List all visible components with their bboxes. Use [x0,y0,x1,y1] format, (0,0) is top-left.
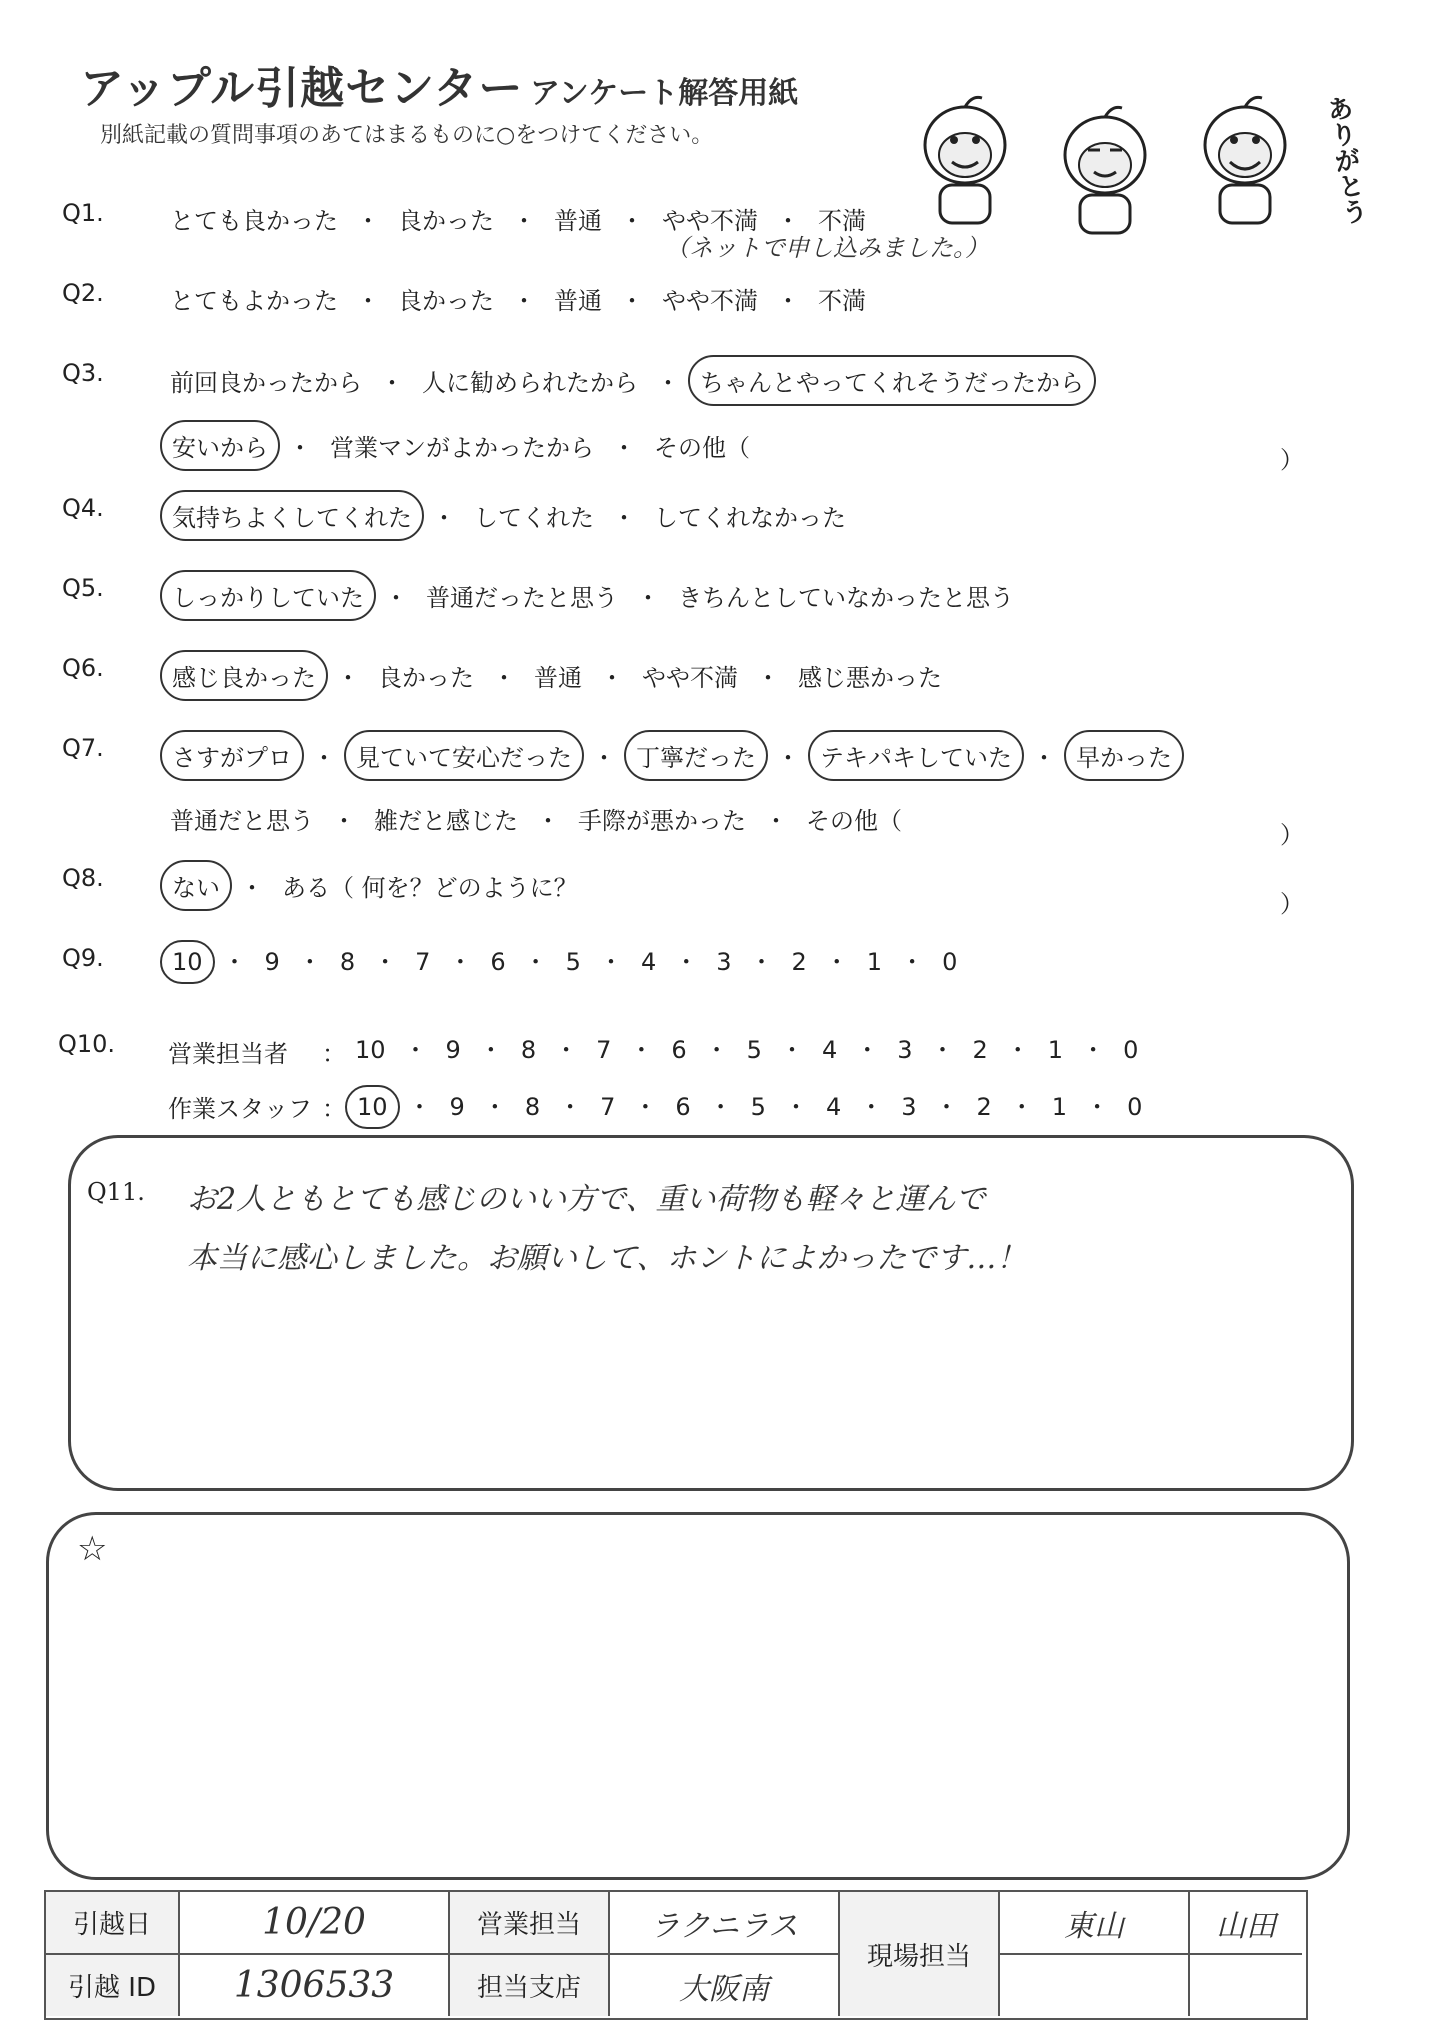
separator: ・ [776,287,800,315]
q6-line1-option[interactable]: 良かった [378,664,474,692]
move-id-label: 引越 ID [46,1955,180,2016]
q4-line1-option[interactable]: 気持ちよくしてくれた [160,490,424,541]
separator: ・ [620,207,644,235]
separator: ・ [222,948,247,976]
q10-rating-option[interactable]: 10 [355,1036,386,1064]
separator: ・ [598,948,623,976]
q2-line1-option[interactable]: とてもよかった [170,287,338,315]
separator: ・ [297,948,322,976]
q10-rating-option[interactable]: 7 [600,1093,616,1121]
q6-line1-option[interactable]: やや不満 [642,664,738,692]
q6-number: Q6. [62,654,104,682]
q10-rating-option[interactable]: 3 [897,1036,913,1064]
separator: ・ [403,1036,428,1064]
q10-number: Q10. [58,1030,116,1058]
separator: ・ [554,1036,579,1064]
separator: ・ [612,504,636,532]
site-empty-2[interactable] [1190,1955,1302,2016]
q7-line2 [160,795,912,842]
free-comment-box[interactable] [46,1512,1350,1880]
separator: ・ [482,1093,507,1121]
q10-rating-option[interactable]: 0 [1123,1036,1139,1064]
q9-line1-option[interactable]: 3 [716,948,732,976]
instruction-text: 別紙記載の質問事項のあてはまるものに○をつけてください。 [100,123,714,148]
separator: ・ [288,434,312,462]
separator: ・ [384,584,408,612]
q3-line1-option[interactable]: 人に勧められたから [422,369,638,397]
q9-line1-option[interactable]: 2 [791,948,807,976]
q10-rating-option[interactable]: 6 [671,1036,687,1064]
q7-line1-option[interactable]: テキパキしていた [808,730,1024,781]
form-subtitle: アンケート解答用紙 [530,76,799,111]
q10-rating-option[interactable]: 3 [901,1093,917,1121]
q1-line1-option[interactable]: 良かった [398,207,494,235]
separator: ・ [783,1093,808,1121]
separator: ・ [448,948,473,976]
separator: ・ [1009,1093,1034,1121]
q3-line2-option[interactable]: その他（ [654,434,750,462]
q11-number: Q11. [87,1178,145,1206]
separator: ・ [629,1036,654,1064]
q9-line1-option[interactable]: 7 [415,948,431,976]
site-label: 現場担当 [840,1892,1000,2016]
q10-row-label: 営業担当者 [168,1040,288,1068]
separator: ・ [636,584,660,612]
q10-rating-option[interactable]: 4 [825,1093,842,1121]
separator: ・ [708,1093,733,1121]
q11-answer-line1[interactable]: お2人ともとても感じのいい方で、重い荷物も軽々と運んで [187,1182,986,1217]
separator: ・ [380,369,404,397]
separator: ・ [558,1093,583,1121]
q4-line1-option[interactable]: してくれた [474,504,594,532]
q7-line2-option[interactable]: 手際が悪かった [578,807,746,835]
separator: ・ [900,948,925,976]
sales-label: 営業担当 [450,1892,610,1955]
separator: ・ [600,664,624,692]
separator: ・ [824,948,849,976]
site-value-1[interactable]: 東山 [1000,1892,1190,1955]
q10-rating-option[interactable]: 5 [746,1036,762,1064]
thanks-text: ありがとう [1321,93,1369,227]
q7-line2-option[interactable]: 普通だと思う [170,807,314,835]
q10-rating-option[interactable]: 7 [596,1036,612,1064]
separator: ・ [674,948,699,976]
q3-line1 [160,355,1096,406]
q2-line1-option[interactable]: 不満 [818,287,866,315]
q9-line1-option[interactable]: 6 [490,948,506,976]
separator: ・ [859,1093,884,1121]
q5-line1-option[interactable]: 普通だったと思う [426,584,618,612]
q3-line1-option[interactable]: 前回良かったから [170,369,362,397]
q3-number: Q3. [62,359,104,387]
separator: ・ [749,948,774,976]
q5-line1-option[interactable]: きちんとしていなかったと思う [678,584,1014,612]
separator: ・ [536,807,560,835]
separator: ・ [1032,744,1056,772]
q10-rating-row [345,1030,1148,1070]
separator: ・ [240,874,264,902]
q3-line2-option[interactable]: 営業マンがよかったから [330,434,594,462]
separator: ・ [332,807,356,835]
q10-rating-option[interactable]: 9 [445,1036,461,1064]
q9-line1-option[interactable]: 1 [866,948,883,976]
q7-line1-option[interactable]: 丁寧だった [624,730,768,781]
q3-close-paren: ） [1280,446,1304,474]
move-id-value[interactable]: 1306533 [180,1955,450,2016]
separator: ・ [1005,1036,1030,1064]
q9-line1-option[interactable]: 9 [264,948,280,976]
separator: ・ [512,287,536,315]
q3-line1-option[interactable]: ちゃんとやってくれそうだったから [688,355,1096,406]
q7-line2-option[interactable]: 雑だと感じた [374,807,518,835]
q9-line1-option[interactable]: 5 [565,948,581,976]
q1-number: Q1. [62,199,104,227]
q10-rating-option[interactable]: 2 [972,1036,988,1064]
q6-line1-option[interactable]: 感じ良かった [160,650,328,701]
separator: ・ [1081,1036,1106,1064]
q1-line1-option[interactable]: とても良かった [170,207,338,235]
q10-rating-row [345,1085,1152,1129]
q4-line1-option[interactable]: してくれなかった [654,504,846,532]
q7-line1-option[interactable]: さすがプロ [160,730,304,781]
q9-line1-option[interactable]: 10 [160,940,215,984]
mascot-group [900,80,1320,250]
q5-line1-option[interactable]: しっかりしていた [160,570,376,621]
q2-number: Q2. [62,279,104,307]
q7-line2-option[interactable]: その他（ [806,807,902,835]
q10-rating-option[interactable]: 4 [821,1036,838,1064]
q10-rating-option[interactable]: 8 [524,1093,541,1121]
q10-rating-option[interactable]: 5 [750,1093,766,1121]
separator: ・ [432,504,456,532]
q1-line1-option[interactable]: やや不満 [662,207,758,235]
q10-row-label: 作業スタッフ [168,1095,312,1123]
q7-line1 [160,730,1184,781]
separator: ・ [633,1093,658,1121]
move-date-label: 引越日 [46,1892,180,1955]
q5-number: Q5. [62,574,104,602]
mascot-center-icon [1050,100,1160,240]
separator: ・ [776,744,800,772]
q10-rating-option[interactable]: 8 [520,1036,537,1064]
q8-close-paren: ） [1280,890,1304,918]
mascot-left-icon [910,90,1020,230]
footer-table [44,1890,1308,2020]
q2-line1 [160,275,876,322]
form-title: アップル引越センター [80,63,524,114]
q6-line1-option[interactable]: 感じ悪かった [798,664,942,692]
separator: ・ [512,207,536,235]
q10-rating-option[interactable]: 1 [1051,1093,1068,1121]
separator: ・ [656,369,680,397]
q4-number: Q4. [62,494,104,522]
q6-line1 [160,650,952,701]
q8-line1-option[interactable]: ない [160,860,232,911]
separator: ・ [756,664,780,692]
sales-value[interactable]: ラクニラス [610,1892,840,1955]
q4-line1 [160,490,856,541]
separator: ・ [312,744,336,772]
q1-note: （ネットで申し込みました。） [665,234,989,262]
separator: ・ [764,807,788,835]
q11-answer-line2[interactable]: 本当に感心しました。お願いして、ホントによかったです…！ [187,1241,1027,1276]
separator: ・ [620,287,644,315]
q8-line1 [160,860,588,911]
q3-line2 [160,420,760,471]
q8-number: Q8. [62,864,104,892]
q10-rating-option[interactable]: 1 [1047,1036,1064,1064]
q9-line1-option[interactable]: 0 [942,948,958,976]
q5-line1 [160,570,1024,621]
separator: ・ [407,1093,432,1121]
separator: ・ [612,434,636,462]
q10-rating-option[interactable]: 0 [1127,1093,1143,1121]
move-date-value[interactable]: 10/20 [180,1892,450,1955]
q10-rating-option[interactable]: 2 [976,1093,992,1121]
separator: ・ [779,1036,804,1064]
q7-close-paren: ） [1280,821,1304,849]
separator: ・ [523,948,548,976]
q9-number: Q9. [62,944,104,972]
separator: ・ [930,1036,955,1064]
q1-line1-option[interactable]: 不満 [818,207,866,235]
q1-line1-option[interactable]: 普通 [554,207,602,235]
q10-rating-option[interactable]: 6 [675,1093,691,1121]
separator: ・ [478,1036,503,1064]
site-value-2[interactable]: 山田 [1190,1892,1302,1955]
separator: ・ [492,664,516,692]
q10-row-colon: ： [322,1040,346,1068]
q2-line1-option[interactable]: やや不満 [662,287,758,315]
separator: ・ [356,207,380,235]
q11-box [68,1135,1354,1491]
q10-rating-option[interactable]: 10 [345,1085,400,1129]
star-mark: ☆ [77,1529,108,1569]
q7-number: Q7. [62,734,104,762]
q10-rating-option[interactable]: 9 [449,1093,465,1121]
separator: ・ [592,744,616,772]
q2-line1-option[interactable]: 普通 [554,287,602,315]
mascot-right-icon [1190,90,1300,230]
site-empty-1[interactable] [1000,1955,1190,2016]
separator: ・ [1085,1093,1110,1121]
separator: ・ [934,1093,959,1121]
q7-line1-option[interactable]: 見ていて安心だった [344,730,584,781]
q2-line1-option[interactable]: 良かった [398,287,494,315]
q10-row-colon: ： [322,1095,346,1123]
q8-line1-option[interactable]: ある（ 何を？どのように？ [282,874,578,902]
separator: ・ [704,1036,729,1064]
q9-line1-option[interactable]: 4 [640,948,657,976]
separator: ・ [776,207,800,235]
branch-label: 担当支店 [450,1955,610,2016]
q3-line2-option[interactable]: 安いから [160,420,280,471]
q9-line1 [160,940,967,984]
separator: ・ [356,287,380,315]
q9-line1-option[interactable]: 8 [339,948,356,976]
separator: ・ [336,664,360,692]
q7-line1-option[interactable]: 早かった [1064,730,1184,781]
q6-line1-option[interactable]: 普通 [534,664,582,692]
separator: ・ [373,948,398,976]
branch-value[interactable]: 大阪南 [610,1955,840,2016]
separator: ・ [855,1036,880,1064]
